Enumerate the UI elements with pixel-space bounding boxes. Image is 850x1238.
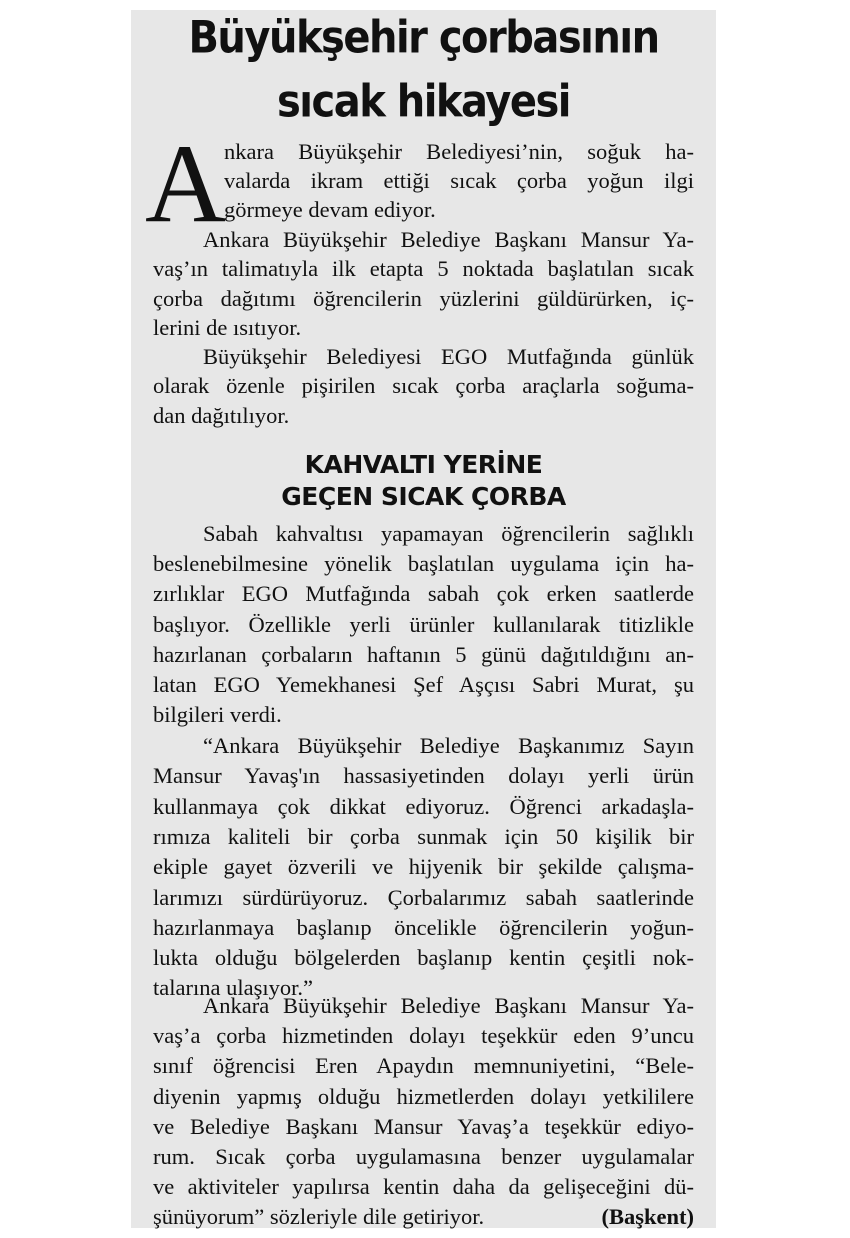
article-line: latan EGO Yemekhanesi Şef Aşçısı Sabri Murat, şu [153,672,694,697]
article-line: diyenin yapmış olduğu hizmetlerden dolayı yetkililere [153,1083,694,1109]
intro-line: nkara Büyükşehir Belediyesi’nin, soğuk ha- [224,139,694,164]
article-line: Ankara Büyükşehir Belediye Başkanı Mansur Ya- [203,227,694,252]
article-line: ekiple gayet özverili ve hijyenik bir şekilde çalışma- [153,854,694,880]
subheading-line-1: KAHVALTI YERİNE [304,450,543,479]
article-line: bilgileri verdi. [153,702,282,728]
article-line: şünüyorum” sözleriyle dile getiriyor. [153,1204,485,1230]
article-line: olarak özenle pişirilen sıcak çorba araçlarla soğuma- [153,373,694,399]
article-line: larımızı sürdürüyoruz. Çorbalarımız sabah saatlerinde [153,884,694,910]
article-line: talarına ulaşıyor.” [153,975,313,1001]
article-line: lerini de ısıtıyor. [153,314,302,340]
article-line: beslenebilmesine yönelik başlatılan uygulama için ha- [153,551,694,577]
intro-line: valarda ikram ettiği sıcak çorba yoğun ilgi [224,168,694,193]
article-line: rum. Sıcak çorba uygulamasına benzer uygulamalar [153,1144,694,1169]
article-line: Büyükşehir Belediyesi EGO Mutfağında günlük [203,344,694,369]
newspaper-clipping [131,10,716,1228]
article-line: vaş’a çorba hizmetinden dolayı teşekkür eden 9’uncu [153,1023,694,1049]
article-line: ve Belediye Başkanı Mansur Yavaş’a teşekkür ediyo- [153,1113,694,1139]
article-line: sınıf öğrencisi Eren Apaydın memnuniyetini, “Bele- [153,1053,694,1079]
subheading-line-2: GEÇEN SICAK ÇORBA [281,482,566,511]
article-line: kullanmaya çok dikkat ediyoruz. Öğrenci arkadaşla- [153,793,694,819]
article-line: dan dağıtılıyor. [153,402,290,428]
article-line: lukta olduğu bölgelerden başlanıp kentin çeşitli nok- [153,945,694,971]
article-line: Mansur Yavaş'ın hassasiyetinden dolayı yerli ürün [153,763,694,789]
intro-line: görmeye devam ediyor. [224,197,436,222]
article-line: hazırlanmaya başlanıp öncelikle öğrencilerin yoğun- [153,914,694,940]
headline-line-1: Büyükşehir çorbasının [188,12,659,64]
article-line: ve aktiviteler yapılırsa kentin daha da gelişeceğini dü- [153,1174,694,1200]
article-line: Sabah kahvaltısı yapamayan öğrencilerin sağlıklı [203,521,694,546]
article-line: vaş’ın talimatıyla ilk etapta 5 noktada başlatılan sıcak [153,256,694,282]
article-line: hazırlanan çorbaların haftanın 5 günü dağıtıldığını an- [153,641,694,667]
article-line: rımıza kaliteli bir çorba sunmak için 50 kişilik bir [153,823,694,849]
article-line: zırlıklar EGO Mutfağında sabah çok erken saatlerde [153,581,694,607]
article-line: çorba dağıtımı öğrencilerin yüzlerini güldürürken, iç- [153,285,694,311]
article-line: Ankara Büyükşehir Belediye Başkanı Mansur Ya- [203,993,694,1018]
headline-line-2: sıcak hikayesi [276,76,571,128]
article-line: başlıyor. Özellikle yerli ürünler kullanılarak titizlikle [153,611,694,637]
drop-cap: A [145,122,226,246]
source-credit: (Başkent) [601,1204,694,1230]
article-line: “Ankara Büyükşehir Belediye Başkanımız Sayın [203,733,694,758]
